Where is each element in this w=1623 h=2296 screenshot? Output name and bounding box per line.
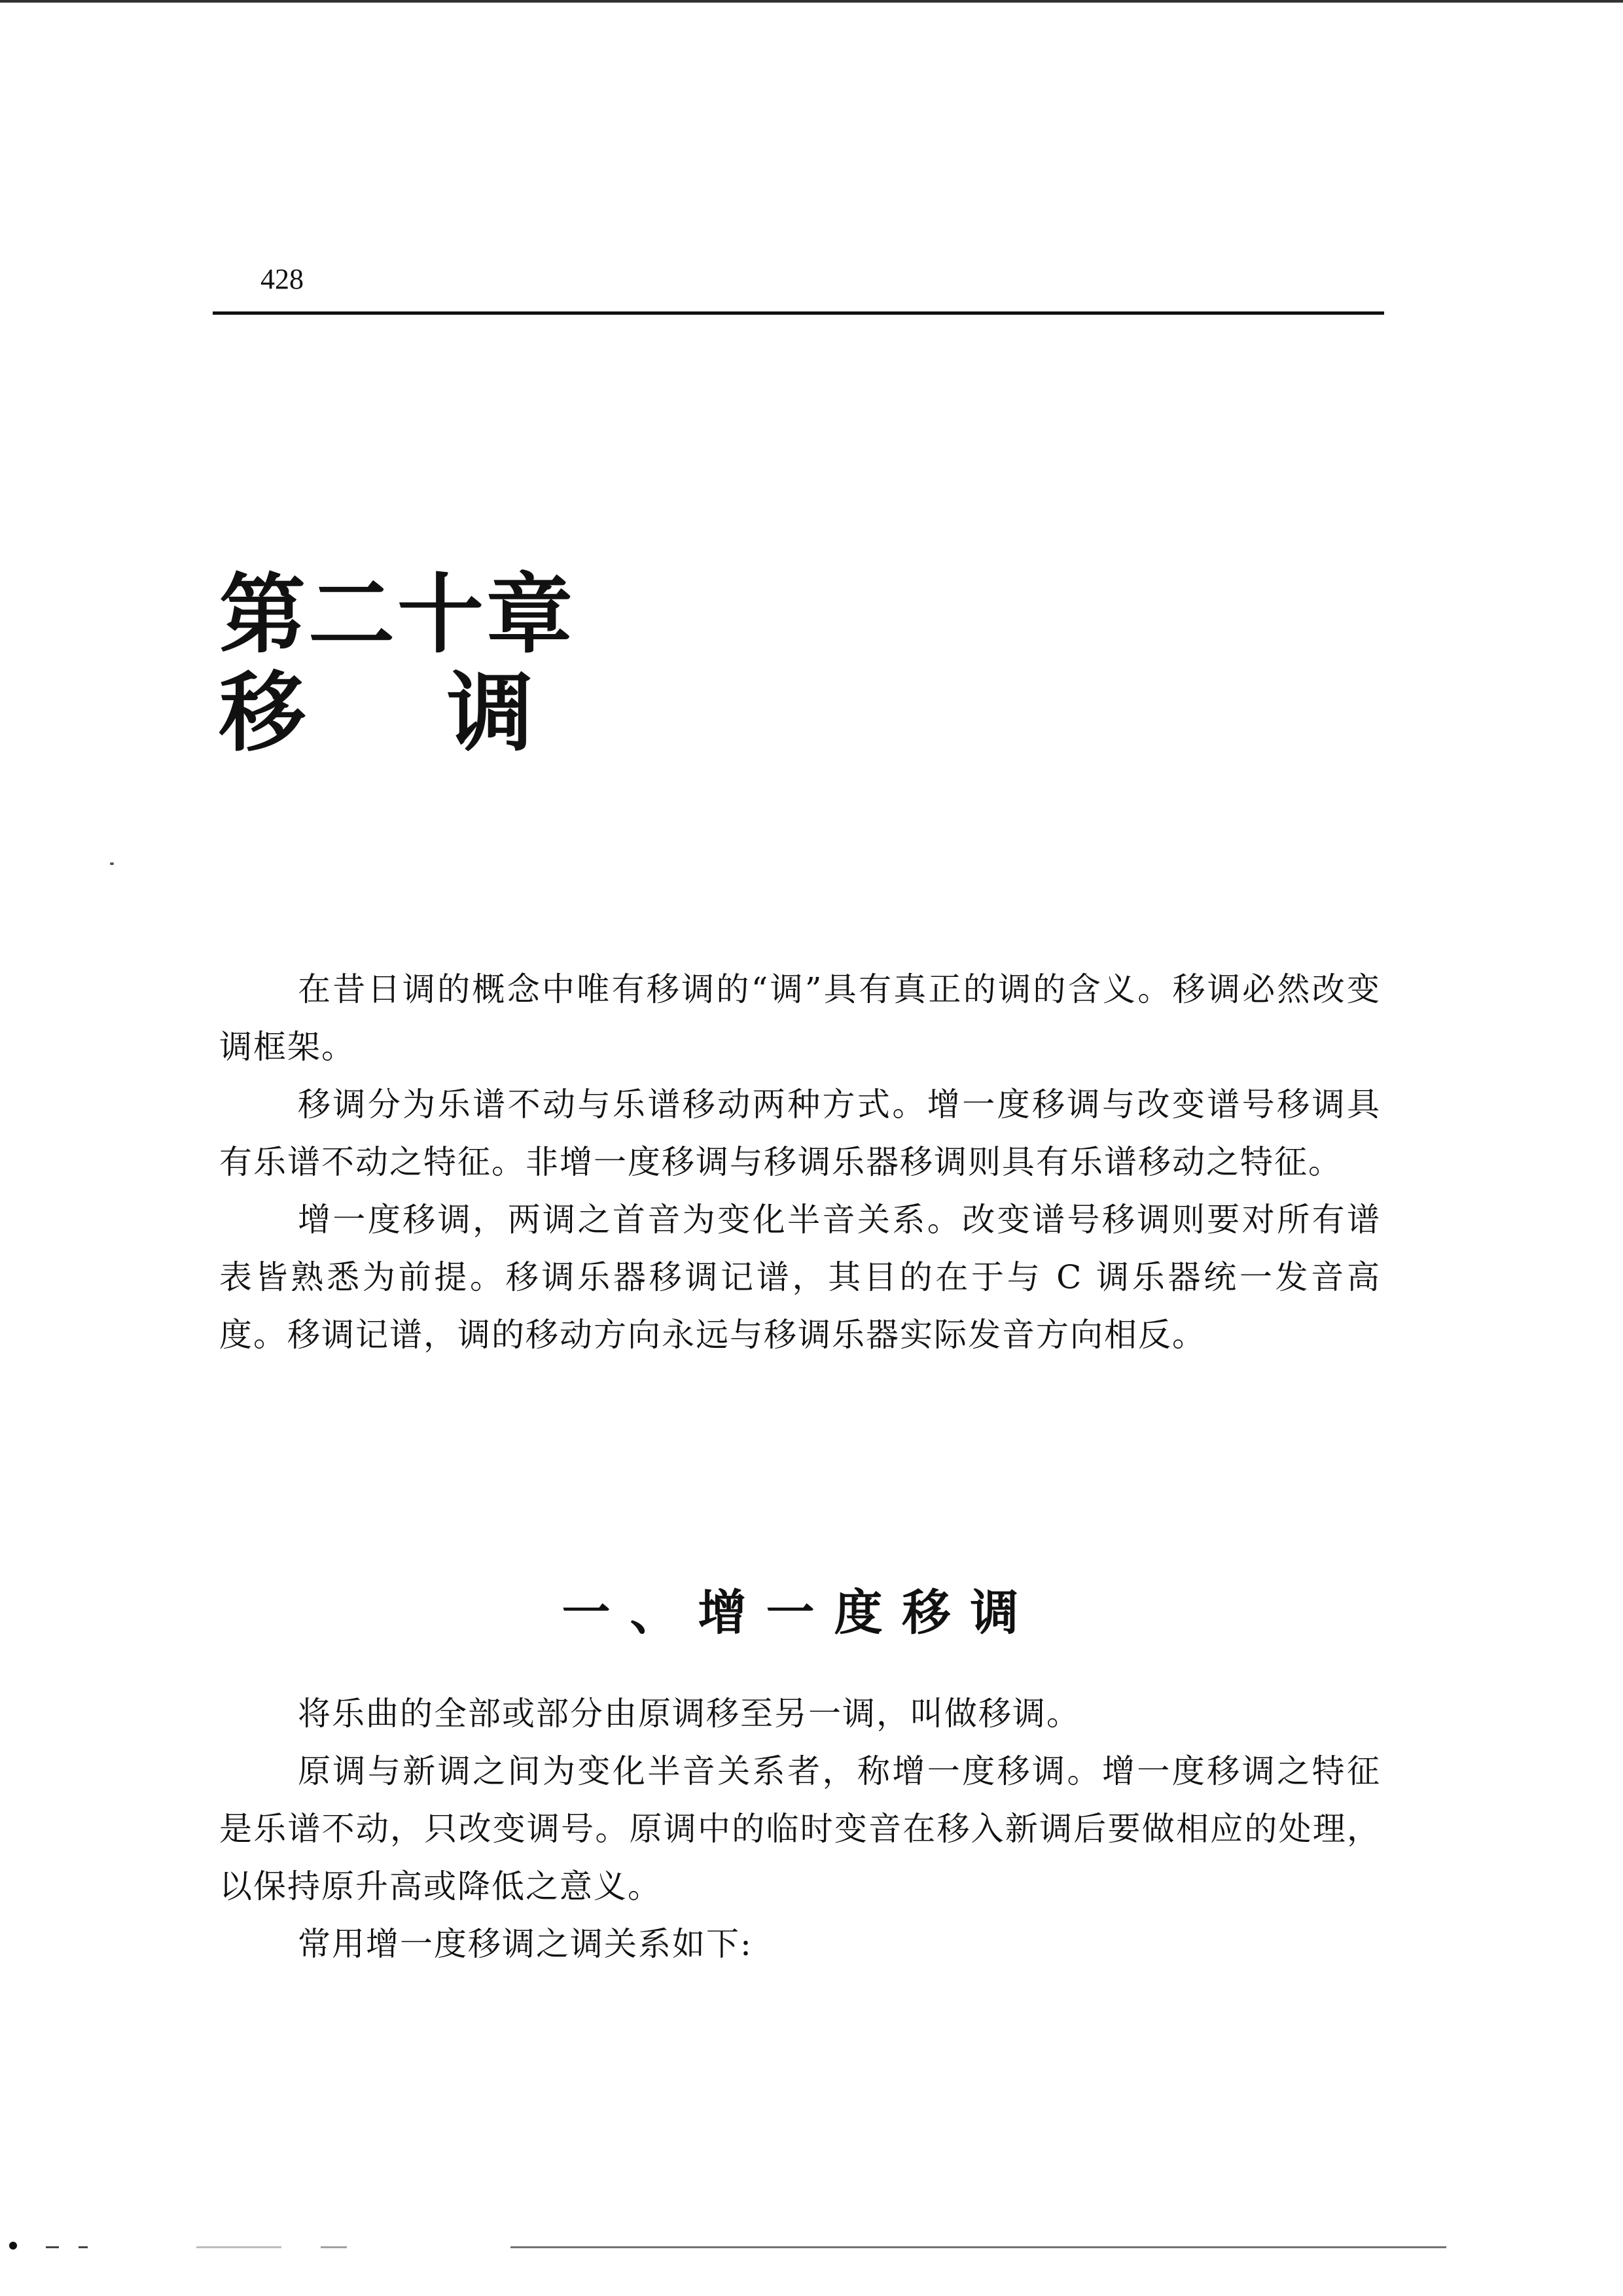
scan-speck [9, 2242, 17, 2250]
page-number: 428 [260, 263, 304, 295]
paragraph: 原调与新调之间为变化半音关系者，称增一度移调。增一度移调之特征是乐谱不动，只改变调号。原调中的临时变音在移入新调后要做相应的处理，以保持原升高或降低之意义。 [219, 1752, 1381, 1905]
scan-top-edge [0, 0, 1623, 3]
scan-noise [321, 2246, 347, 2248]
scan-noise [79, 2246, 88, 2248]
section-heading: 一、增一度移调 [562, 1585, 1039, 1641]
scan-speck [110, 862, 114, 865]
paragraph: 在昔日调的概念中唯有移调的“调”具有真正的调的含义。移调必然改变调框架。 [219, 970, 1381, 1066]
header-rule [213, 311, 1384, 315]
paragraph: 将乐曲的全部或部分由原调移至另一调，叫做移调。 [298, 1695, 1080, 1733]
chapter-heading [219, 564, 675, 764]
paragraph: 常用增一度移调之调关系如下: [298, 1925, 753, 1963]
scan-noise [510, 2246, 1446, 2248]
paragraph: 增一度移调，两调之首音为变化半音关系。改变谱号移调则要对所有谱表皆熟悉为前提。移调乐器移调记谱，其目的在于与 C 调乐器统一发音高度。移调记谱，调的移动方向永远与移调乐器实际发音方向相反。 [219, 1201, 1381, 1354]
chapter-number: 第二十章 [219, 564, 575, 665]
scan-noise [46, 2246, 59, 2248]
intro-text [219, 961, 1381, 1364]
paragraph: 移调分为乐谱不动与乐谱移动两种方式。增一度移调与改变谱号移调具有乐谱不动之特征。非增一度移调与移调乐器移调则具有乐谱移动之特征。 [219, 1086, 1381, 1181]
scan-noise [196, 2246, 281, 2248]
chapter-title: 移调 [219, 662, 675, 764]
section-text [219, 1685, 1381, 1973]
